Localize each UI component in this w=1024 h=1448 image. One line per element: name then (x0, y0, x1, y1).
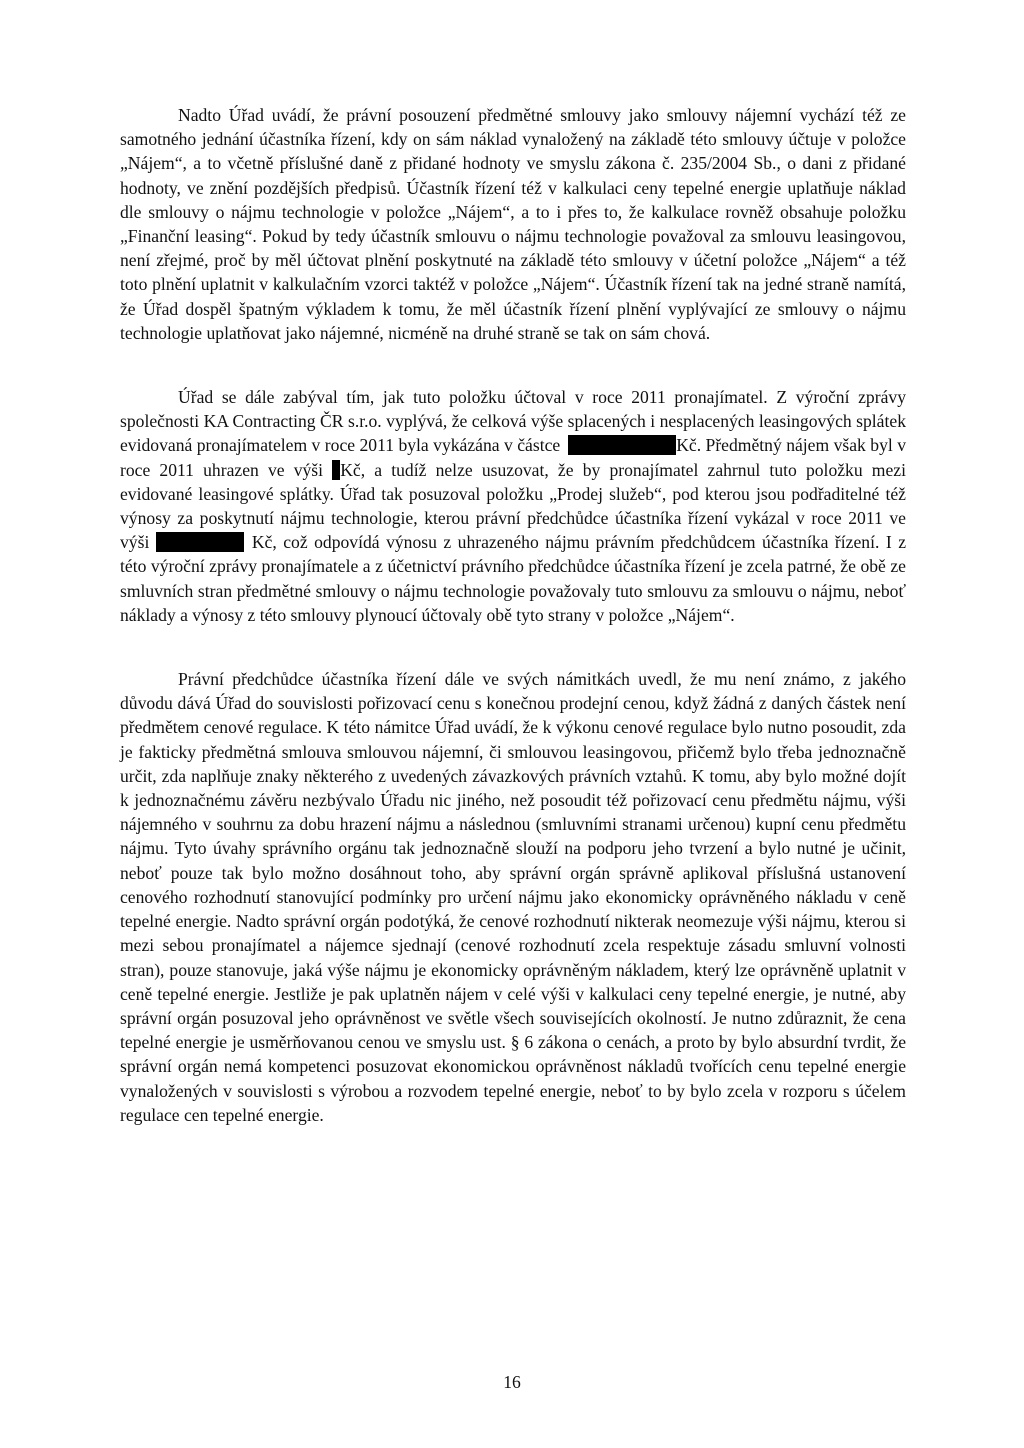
paragraph-2 (120, 385, 906, 627)
redaction-block (332, 460, 340, 480)
document-page (120, 103, 906, 1127)
redaction-block (568, 435, 676, 455)
paragraph-1-part-1: Nadto Úřad uvádí, že právní posouzení předmětné smlouvy jako smlouvy nájemní vychází též ze samotného jednání účastníka řízení, kdy on sám náklad vynaložený na základě této smlouvy účtuje v položce „Nájem“, a to včetně příslušné daně z přidané hodnoty ve smyslu zákona č. 235/2004 Sb., o dani z přidané hodnoty, ve znění pozdějších předpisů. (120, 105, 906, 198)
paragraph-1 (120, 103, 906, 345)
paragraph-3: Právní předchůdce účastníka řízení dále ve svých námitkách uvedl, že mu není známo, z jakého důvodu dává Úřad do souvislosti pořizovací cenu s konečnou prodejní cenou, když žádná z daných částek není předmětem cenové regulace. K této námitce Úřad uvádí, že k výkonu cenové regulace bylo nutno posoudit, zda je fakticky předmětná smlouva smlouvou nájemní, či smlouvou leasingovou, přičemž bylo třeba jednoznačně určit, zda naplňuje znaky některého z uvedených závazkových právních vztahů. K tomu, aby bylo možné dojít k jednoznačnému závěru nezbývalo Úřadu nic jiného, než posoudit též pořizovací cenu předmětu nájmu, výši nájemného v souhrnu za dobu hrazení nájmu a následnou (smluvními stranami určenou) kupní cenu předmětu nájmu. Tyto úvahy správního orgánu tak jednoznačně slouží na podporu jeho tvrzení a bylo nutné je učinit, neboť pouze tak bylo možno dosáhnout toho, aby správní orgán správně aplikoval příslušná ustanovení cenového rozhodnutí stanovující podmínky pro určení nájmu jako ekonomicky oprávněného nákladu v ceně tepelné energie. Nadto správní orgán podotýká, že cenové rozhodnutí nikterak neomezuje výši nájmu, kterou si mezi sebou pronajímatel a nájemce sjednají (cenové rozhodnutí zcela respektuje zásadu smluvní volnosti stran), pouze stanovuje, jaká výše nájmu je ekonomicky oprávněným nákladem, který lze oprávněně uplatnit v ceně tepelné energie. Jestliže je pak uplatněn nájem v celé výši v kalkulaci ceny tepelné energie, je nutné, aby správní orgán posuzoval jeho oprávněnost ve světle všech souvisejících okolností. Je nutno zdůraznit, že cena tepelné energie je usměrňovanou cenou ve smyslu ust. § 6 zákona o cenách, a proto by bylo absurdní tvrdit, že správní orgán nemá kompetenci posuzovat ekonomickou oprávněnost nákladů tvořících cenu tepelné energie vynaložených v souvislosti s výrobou a rozvodem tepelné energie, neboť to by bylo zcela v rozporu s účelem regulace cen tepelné energie. (120, 669, 906, 1125)
paragraph-2-text-a: Úřad se dále zabýval tím, jak tuto položku účtoval v roce 2011 pronajímatel. Z výroční zprávy společnosti KA Contracting ČR s.r.o. vyplývá, že celková výše splacených i nesplacených leasingových splátek evidovaná pronajímatelem v roce 2011 byla vykázána v částce (120, 387, 906, 456)
redaction-block (156, 532, 244, 552)
paragraph-2-text-d: Kč, což odpovídá výnosu z uhrazeného nájmu právním předchůdcem účastníka řízení. I z této výroční zprávy pronajímatele a z účetnictví právního předchůdce účastníka řízení je zcela patrné, že obě ze smluvních stran předmětné smlouvy o nájmu technologie považovaly tuto smlouvu za smlouvu o nájmu, neboť náklady a výnosy z této smlouvy plynoucí účtovaly obě tyto strany v položce „Nájem“. (120, 532, 906, 625)
paragraph-2-text-b: Kč. Předmětný nájem však byl v roce 2011 uhrazen ve výši (120, 435, 906, 480)
paragraph-1-part-2: Účastník řízení též v kalkulaci ceny tepelné energie uplatňuje náklad dle smlouvy o nájmu technologie v položce „Nájem“, a to i přes to, že kalkulace rovněž obsahuje položku „Finanční leasing“. Pokud by tedy účastník smlouvu o nájmu technologie považoval za smlouvu leasingovou, není zřejmé, proč by měl účtovat plnění poskytnuté na základě této smlouvy v účetní položce „Nájem“ a též toto plnění uplatnit v kalkulačním vzorci taktéž v položce „Nájem“. Účastník řízení tak na jedné straně namítá, že Úřad dospěl špatným výkladem k tomu, že měl účastník řízení plnění vyplývající ze smlouvy o nájmu technologie uplatňovat jako nájemné, nicméně na druhé straně se tak on sám chová. (120, 177, 906, 343)
paragraph-2-text-c: Kč, a tudíž nelze usuzovat, že by pronajímatel zahrnul tuto položku mezi evidované leasingové splátky. Úřad tak posuzoval položku „Prodej služeb“, pod kterou jsou podřaditelné též výnosy za poskytnutí nájmu technologie, kterou právní předchůdce účastníka řízení vykázal v roce 2011 ve výši (120, 459, 906, 553)
page-number: 16 (503, 1372, 521, 1392)
